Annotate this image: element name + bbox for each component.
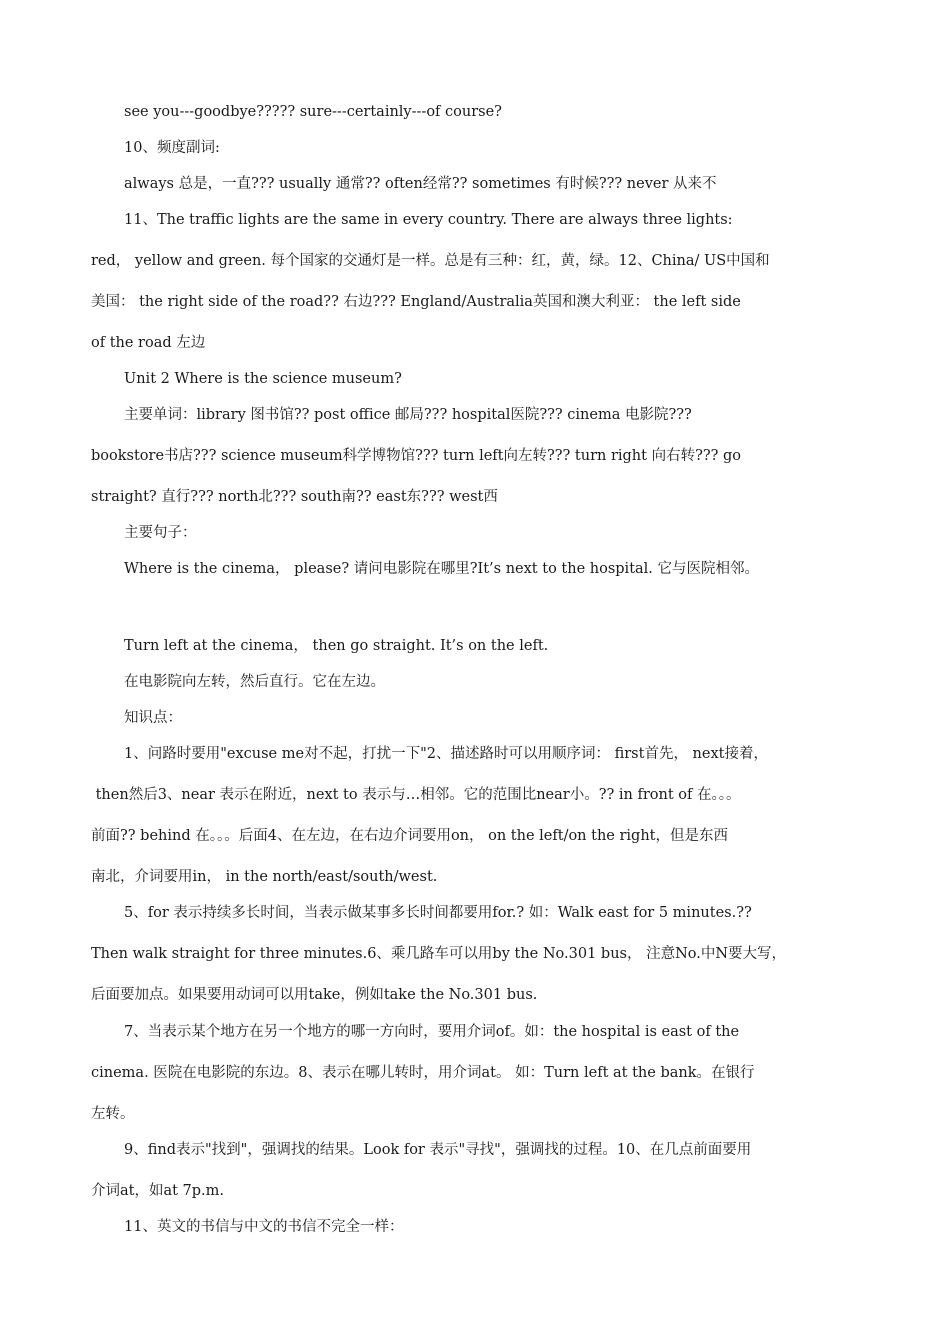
text-line: 左转。 <box>91 1106 135 1122</box>
heading-frequency-adverbs: 10、频度副词: <box>124 140 220 156</box>
text-line: Then walk straight for three minutes.6、乘几路车可以用by the No.301 bus， 注意No.中N要大写， <box>91 946 787 962</box>
text-line: 5、for 表示持续多长时间，当表示做某事多长时间都要用for.? 如：Walk east for 5 minutes.?? <box>124 905 752 921</box>
text-line: always 总是，一直??? usually 通常?? often经常?? sometimes 有时候??? never 从来不 <box>124 176 717 192</box>
text-line: see you---goodbye????? sure---certainly---of course? <box>124 104 502 120</box>
text-line: cinema. 医院在电影院的东边。8、表示在哪儿转时，用介词at。 如：Turn left at the bank。在银行 <box>91 1065 755 1081</box>
text-line: Turn left at the cinema， then go straight. It’s on the left. <box>124 638 549 654</box>
text-line: bookstore书店??? science museum科学博物馆??? turn left向左转??? turn right 向右转??? go <box>91 448 742 464</box>
text-line: straight? 直行??? north北??? south南?? east东??? west西 <box>91 489 498 505</box>
text-line: of the road 左边 <box>91 335 206 351</box>
text-line: 美国： the right side of the road?? 右边??? England/Australia英国和澳大利亚： the left side <box>91 294 741 310</box>
section-heading: 主要句子： <box>124 525 197 541</box>
text-line: 南北，介词要用in， in the north/east/south/west. <box>91 869 438 885</box>
text-line: 9、find表示"找到"，强调找的结果。Look for 表示"寻找"，强调找的过程。10、在几点前面要用 <box>124 1142 752 1158</box>
text-line: 后面要加点。如果要用动词可以用take，例如take the No.301 bus. <box>91 987 538 1003</box>
text-line: red， yellow and green. 每个国家的交通灯是一样。总是有三种：红，黄，绿。12、China/ US中国和 <box>91 253 770 269</box>
unit-heading: Unit 2 Where is the science museum? <box>124 371 402 387</box>
text-line: 11、The traffic lights are the same in every country. There are always three lights: <box>124 212 733 228</box>
text-line: 在电影院向左转，然后直行。它在左边。 <box>124 674 385 690</box>
text-line: 1、问路时要用"excuse me对不起，打扰一下"2、描述路时可以用顺序词： first首先， next接着， <box>124 746 768 762</box>
text-line: 介词at，如at 7p.m. <box>91 1183 225 1199</box>
text-line: Where is the cinema， please? 请问电影院在哪里?It’s next to the hospital. 它与医院相邻。 <box>124 561 760 577</box>
text-line: 7、当表示某个地方在另一个地方的哪一方向时，要用介词of。如：the hospital is east of the <box>124 1024 740 1040</box>
text-line: 主要单词：library 图书馆?? post office 邮局??? hospital医院??? cinema 电影院??? <box>124 407 692 423</box>
text-line: 前面?? behind 在。。。后面4、在左边，在右边介词要用on， on the left/on the right，但是东西 <box>91 828 729 844</box>
section-heading: 知识点： <box>124 710 182 726</box>
text-line: then然后3、near 表示在附近，next to 表示与…相邻。它的范围比near小。?? in front of 在。。。 <box>91 787 741 803</box>
text-line: 11、英文的书信与中文的书信不完全一样： <box>124 1219 404 1235</box>
